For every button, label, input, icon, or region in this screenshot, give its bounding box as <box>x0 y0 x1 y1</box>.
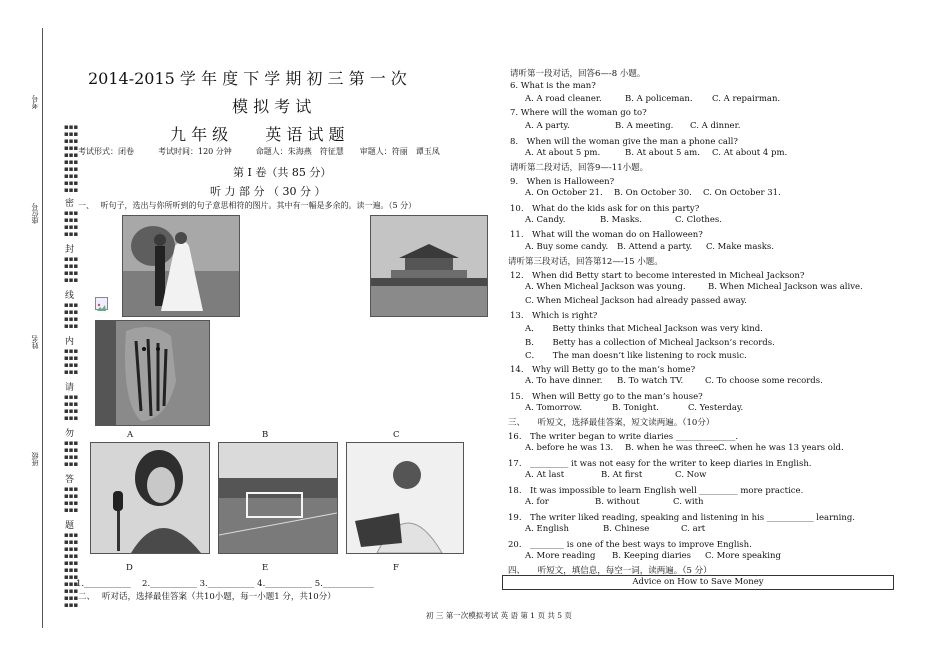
q11-option-c[interactable]: C. Make masks. <box>706 242 774 252</box>
question-17: 17. _________ it was not easy for the writer to keep diaries in English. <box>508 459 812 469</box>
q13-option-b[interactable]: B． Betty has a collection of Micheal Jackson’s records. <box>525 338 775 348</box>
question-7: 7. Where will the woman go to? <box>510 108 647 118</box>
q12-option-a[interactable]: A. When Micheal Jackson was young. <box>525 282 686 292</box>
image-label-d: D <box>126 563 133 573</box>
football-field-photo <box>218 442 338 554</box>
advice-table-header: Advice on How to Save Money <box>502 575 894 590</box>
q20-option-c[interactable]: C. More speaking <box>705 551 781 561</box>
seal-char: 封 <box>65 245 75 255</box>
image-label-f: F <box>393 563 399 573</box>
q16-option-b[interactable]: B. when he was three. <box>625 443 721 453</box>
seal-char: 答 <box>65 475 75 485</box>
q10-option-c[interactable]: C. Clothes. <box>675 215 722 225</box>
q18-option-b[interactable]: B. without <box>595 497 640 507</box>
question-20: 20. ________ is one of the best ways to improve English. <box>508 540 752 550</box>
page-footer: 初 三 第一次模拟考试 英 语 第 1 页 共 5 页 <box>426 611 572 620</box>
part1-title: 第 Ⅰ 卷（共 85 分） <box>233 166 332 179</box>
q9-option-c[interactable]: C. On October 31. <box>703 188 781 198</box>
q19-option-b[interactable]: B. Chinese <box>603 524 650 534</box>
image-label-c: C <box>393 430 400 440</box>
q16-option-c[interactable]: C. when he was 13 years old. <box>718 443 844 453</box>
q7-option-c[interactable]: C. A dinner. <box>690 121 741 131</box>
section3-instruction: 三、 听短文，选择最佳答案，短文读两遍。（10分） <box>508 418 715 428</box>
section4-instruction: 四、 听短文，填信息，每空一词，读两遍。（5 分） <box>508 566 712 576</box>
q17-option-c[interactable]: C. Now <box>675 470 707 480</box>
q7-option-b[interactable]: B. A meeting. <box>615 121 674 131</box>
q19-option-a[interactable]: A. English <box>525 524 569 534</box>
section1-instruction: 一、 听句子，选出与你所听到的句子意思相符的图片。其中有一幅是多余的。读一遍。（5 分） <box>78 201 417 210</box>
seal-dots: ▪▪▪ ▪▪▪ ▪▪▪ ▪▪▪ <box>64 393 79 422</box>
q14-option-c[interactable]: C. To choose some records. <box>705 376 823 386</box>
tiananmen-photo <box>370 215 488 317</box>
q10-option-a[interactable]: A. Candy. <box>525 215 566 225</box>
question-19: 19. The writer liked reading, speaking and listening in his ___________ learning. <box>508 513 855 523</box>
broken-image-icon <box>95 297 108 310</box>
q12-option-c[interactable]: C. When Micheal Jackson had already passed away. <box>525 296 748 306</box>
question-14: 14. Why will Betty go to the man’s home? <box>510 365 696 375</box>
q17-option-b[interactable]: B. At first <box>601 470 643 480</box>
margin-label-name: 姓名 <box>31 335 39 349</box>
question-11: 11. What will the woman do on Halloween? <box>510 230 703 240</box>
question-13: 13. Which is right? <box>510 311 598 321</box>
exam-title-line1: 2014-2015 学 年 度 下 学 期 初 三 第 一 次 <box>88 69 407 88</box>
question-12: 12. When did Betty start to become interested in Micheal Jackson? <box>510 271 805 281</box>
seal-dots: ▪▪▪ ▪▪▪ ▪▪▪ ▪▪▪ ▪▪▪ ▪▪▪ ▪▪▪ ▪▪▪ ▪▪▪ ▪▪▪ ▪▪▪ <box>64 531 79 609</box>
q17-option-a[interactable]: A. At last <box>525 470 565 480</box>
margin-label-class: 班级 <box>31 452 39 466</box>
margin-line <box>42 28 43 628</box>
q8-option-c[interactable]: C. At about 4 pm. <box>712 148 788 158</box>
woman-radio-photo <box>90 442 210 554</box>
question-18: 18. It was impossible to learn English well _________ more practice. <box>508 486 804 496</box>
q15-option-c[interactable]: C. Yesterday. <box>688 403 744 413</box>
wedding-photo <box>122 215 240 317</box>
q15-option-b[interactable]: B. Tonight. <box>612 403 660 413</box>
q15-option-a[interactable]: A. Tomorrow. <box>525 403 583 413</box>
seal-char: 内 <box>65 337 75 347</box>
q18-option-a[interactable]: A. for <box>525 497 549 507</box>
seal-dots: ▪▪▪ ▪▪▪ ▪▪▪ ▪▪▪ <box>64 209 79 238</box>
seal-char: 请 <box>65 383 75 393</box>
q10-option-b[interactable]: B. Masks. <box>600 215 642 225</box>
q8-option-a[interactable]: A. At about 5 pm. <box>525 148 601 158</box>
answer-blanks[interactable]: 1.___________ 2.___________ 3.___________ 4.___________ 5.____________ <box>76 579 374 589</box>
intro-dialog-3: 请听第三段对话，回答第12—-15 小题。 <box>508 257 663 267</box>
tiger-photo <box>95 320 210 426</box>
q14-option-a[interactable]: A. To have dinner. <box>525 376 603 386</box>
q9-option-a[interactable]: A. On October 21. <box>525 188 603 198</box>
q18-option-c[interactable]: C. with <box>673 497 704 507</box>
seal-char: 密 <box>65 199 75 209</box>
q9-option-b[interactable]: B. On October 30. <box>614 188 692 198</box>
seal-dots: ▪▪▪ ▪▪▪ ▪▪▪ ▪▪▪ <box>64 485 79 514</box>
image-label-e: E <box>262 563 269 573</box>
q6-option-a[interactable]: A. A road cleaner. <box>525 94 602 104</box>
q14-option-b[interactable]: B. To watch TV. <box>617 376 684 386</box>
seal-dots: ▪▪▪ ▪▪▪ ▪▪▪ ▪▪▪ <box>64 347 79 376</box>
exam-title-line2: 模 拟 考 试 <box>232 97 312 116</box>
q8-option-b[interactable]: B. At about 5 am. <box>625 148 700 158</box>
q11-option-a[interactable]: A. Buy some candy. <box>525 242 609 252</box>
seal-dots: ▪▪▪ ▪▪▪ ▪▪▪ ▪▪▪ ▪▪▪ ▪▪▪ ▪▪▪ ▪▪▪ ▪▪▪ ▪▪▪ <box>64 123 79 194</box>
q6-option-b[interactable]: B. A policeman. <box>625 94 693 104</box>
q16-option-a[interactable]: A. before he was 13. <box>525 443 614 453</box>
q20-option-b[interactable]: B. Keeping diaries <box>612 551 692 561</box>
q19-option-c[interactable]: C. art <box>681 524 706 534</box>
question-8: 8. When will the woman give the man a phone call? <box>510 137 738 147</box>
seal-dots: ▪▪▪ ▪▪▪ ▪▪▪ ▪▪▪ <box>64 439 79 468</box>
q13-option-a[interactable]: A． Betty thinks that Micheal Jackson was very kind. <box>525 324 763 334</box>
margin-label-exam-number: 考号 <box>31 95 39 109</box>
question-9: 9. When is Halloween? <box>510 177 615 187</box>
seal-dots: ▪▪▪ ▪▪▪ ▪▪▪ ▪▪▪ <box>64 301 79 330</box>
q20-option-a[interactable]: A. More reading <box>525 551 596 561</box>
man-laptop-photo <box>346 442 464 554</box>
question-6: 6. What is the man? <box>510 81 596 91</box>
seal-char: 勿 <box>65 429 75 439</box>
seal-char: 线 <box>65 291 75 301</box>
q6-option-c[interactable]: C. A repairman. <box>712 94 781 104</box>
image-label-b: B <box>262 430 269 440</box>
q12-option-b[interactable]: B. When Micheal Jackson was alive. <box>708 282 863 292</box>
exam-title-line3: 九 年 级 英 语 试 题 <box>170 125 345 144</box>
section2-instruction: 二、 听对话，选择最佳答案（共10小题，每一小题1 分，共10分） <box>78 592 336 602</box>
question-16: 16. The writer began to write diaries ______________. <box>508 432 739 442</box>
intro-dialog-2: 请听第二段对话，回答9—-11小题。 <box>510 163 649 173</box>
intro-dialog-1: 请听第一段对话，回答6—-8 小题。 <box>510 69 646 79</box>
q11-option-b[interactable]: B. Attend a party. <box>617 242 693 252</box>
q7-option-a[interactable]: A. A party. <box>525 121 570 131</box>
exam-info: 考试形式：闭卷 考试时间：120 分钟 命题人：朱海燕 符征慧 审题人：符丽 谭玉凤 <box>78 147 440 156</box>
q13-option-c[interactable]: C． The man doesn’t like listening to rock music. <box>525 351 747 361</box>
seal-dots: ▪▪▪ ▪▪▪ ▪▪▪ ▪▪▪ <box>64 255 79 284</box>
question-10: 10. What do the kids ask for on this party? <box>510 204 700 214</box>
listening-title: 听 力 部 分 （ 30 分 ） <box>210 185 326 198</box>
question-15: 15. When will Betty go to the man’s house? <box>510 392 703 402</box>
image-label-a: A <box>127 430 134 440</box>
margin-label-seat-number: 座位号 <box>31 203 39 224</box>
seal-char: 题 <box>65 521 75 531</box>
